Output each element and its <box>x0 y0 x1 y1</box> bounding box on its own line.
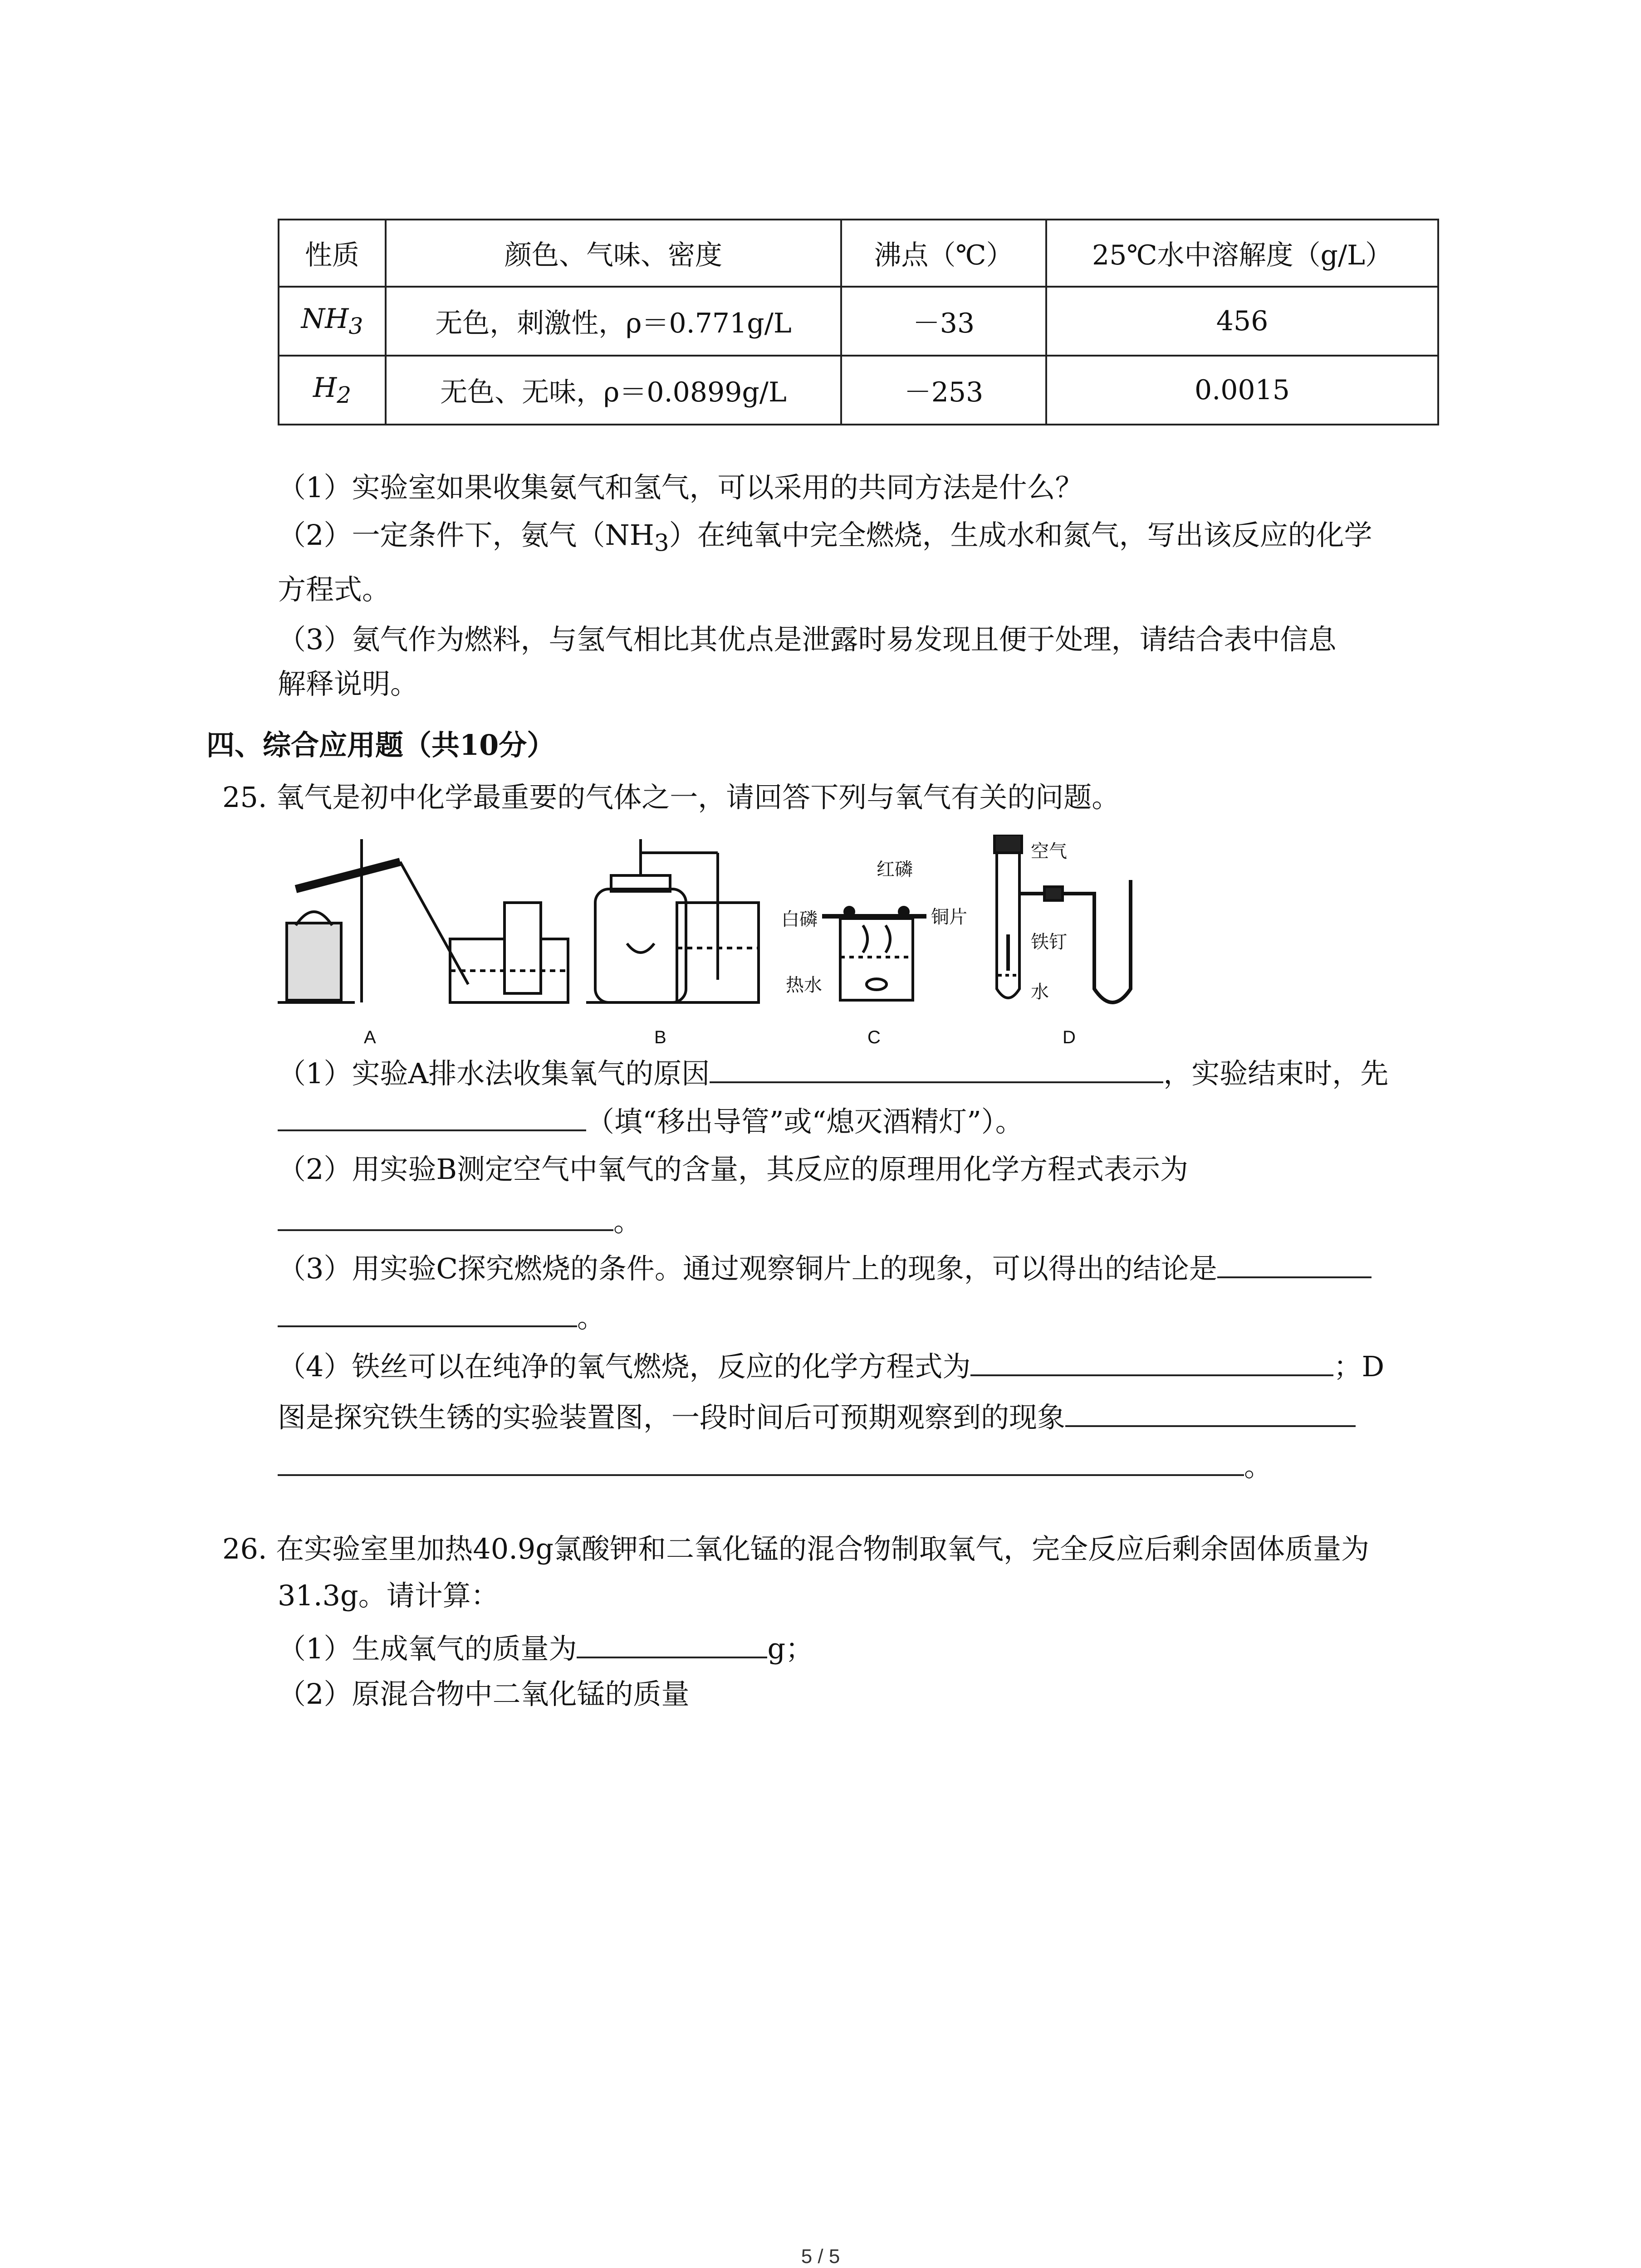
q25-part1-line2: （填“移出导管”或“熄灭酒精灯”）。 <box>278 1101 1024 1140</box>
label-a: A <box>364 1027 376 1047</box>
experiment-figure <box>278 835 1448 1052</box>
q25-part4-line2: 图是探究铁生锈的实验装置图，一段时间后可预期观察到的现象 <box>278 1397 1356 1436</box>
header-color-odor-density: 颜色、气味、密度 <box>386 220 841 287</box>
q25-part1-line1: （1）实验A排水法收集氧气的原因 ，实验结束时，先 <box>278 1053 1388 1092</box>
label-b: B <box>654 1027 666 1047</box>
label-c: C <box>867 1027 881 1047</box>
row-nh3-boiling: －33 <box>841 287 1046 356</box>
answer-blank[interactable] <box>278 1201 613 1231</box>
row-h2-boiling: －253 <box>841 356 1046 425</box>
header-property: 性质 <box>279 220 386 287</box>
q24-part2-line2: 方程式。 <box>278 573 391 606</box>
answer-blank[interactable] <box>1065 1397 1356 1427</box>
row-nh3-solubility: 456 <box>1046 287 1438 356</box>
answer-blank[interactable] <box>1217 1248 1372 1278</box>
q25-part3-line2: 。 <box>278 1297 605 1336</box>
q25-stem: 25. 氧气是初中化学最重要的气体之一，请回答下列与氧气有关的问题。 <box>222 781 1120 814</box>
q25-part2-line2: 。 <box>278 1201 642 1240</box>
label-red-phosphorus: 红磷 <box>877 860 913 880</box>
row-h2-props: 无色、无味，ρ＝0.0899g/L <box>386 356 841 425</box>
table-header-row <box>279 220 1438 287</box>
answer-blank[interactable] <box>577 1628 767 1658</box>
answer-blank[interactable] <box>710 1053 1163 1083</box>
label-hot-water: 热水 <box>786 975 822 995</box>
label-iron-nail: 铁钉 <box>1031 932 1067 952</box>
row-h2-solubility: 0.0015 <box>1046 356 1438 425</box>
label-white-phosphorus: 白磷 <box>781 909 818 929</box>
label-d: D <box>1063 1027 1076 1047</box>
q24-part1: （1）实验室如果收集氨气和氢气，可以采用的共同方法是什么？ <box>278 471 1083 504</box>
apparatus-c <box>822 907 926 1000</box>
answer-blank[interactable] <box>970 1346 1333 1376</box>
q26-part1: （1）生成氧气的质量为 g； <box>278 1628 813 1667</box>
q26-part2: （2）原混合物中二氧化锰的质量 <box>278 1677 690 1711</box>
row-h2-name: $H_2$ <box>279 356 386 425</box>
properties-table <box>278 219 1439 425</box>
q25-part4-line1: （4）铁丝可以在纯净的氧气燃烧，反应的化学方程式为 ；D <box>278 1346 1384 1385</box>
answer-blank[interactable] <box>278 1101 586 1131</box>
row-nh3-name: $NH_3$ <box>279 287 386 356</box>
table-row <box>279 287 1438 356</box>
q24-part3-line2: 解释说明。 <box>278 667 419 700</box>
q26-stem-line1: 26. 在实验室里加热40.9g氯酸钾和二氧化锰的混合物制取氧气，完全反应后剩余固体质量为 <box>222 1532 1370 1565</box>
table-row <box>279 356 1438 425</box>
header-boiling-point: 沸点（℃） <box>841 220 1046 287</box>
q24-part3-line1: （3）氨气作为燃料，与氢气相比其优点是泄露时易发现且便于处理，请结合表中信息 <box>278 623 1337 656</box>
page-number: 5 / 5 <box>801 2245 840 2268</box>
header-solubility: 25℃水中溶解度（g/L） <box>1046 220 1438 287</box>
apparatus-b <box>586 839 759 1002</box>
q25-part2-line1: （2）用实验B测定空气中氧气的含量，其反应的原理用化学方程式表示为 <box>278 1153 1189 1186</box>
section-heading: 四、综合应用题（共10分） <box>206 728 555 762</box>
q26-stem-line2: 31.3g。请计算： <box>278 1579 499 1612</box>
q25-part4-line3: 。 <box>278 1446 1272 1485</box>
label-copper-sheet: 铜片 <box>931 907 967 927</box>
q25-part3-line1: （3）用实验C探究燃烧的条件。通过观察铜片上的现象，可以得出的结论是 <box>278 1248 1372 1287</box>
answer-blank[interactable] <box>278 1446 1244 1476</box>
row-nh3-props: 无色，刺激性，ρ＝0.771g/L <box>386 287 841 356</box>
q24-part2-line1: （2）一定条件下，氨气$(NH_3)$在纯氧中完全燃烧，生成水和氮气，写出该反应的化学 <box>278 518 1372 557</box>
label-water: 水 <box>1031 982 1049 1002</box>
apparatus-a <box>278 839 568 1002</box>
label-air: 空气 <box>1031 841 1067 861</box>
answer-blank[interactable] <box>278 1297 577 1327</box>
